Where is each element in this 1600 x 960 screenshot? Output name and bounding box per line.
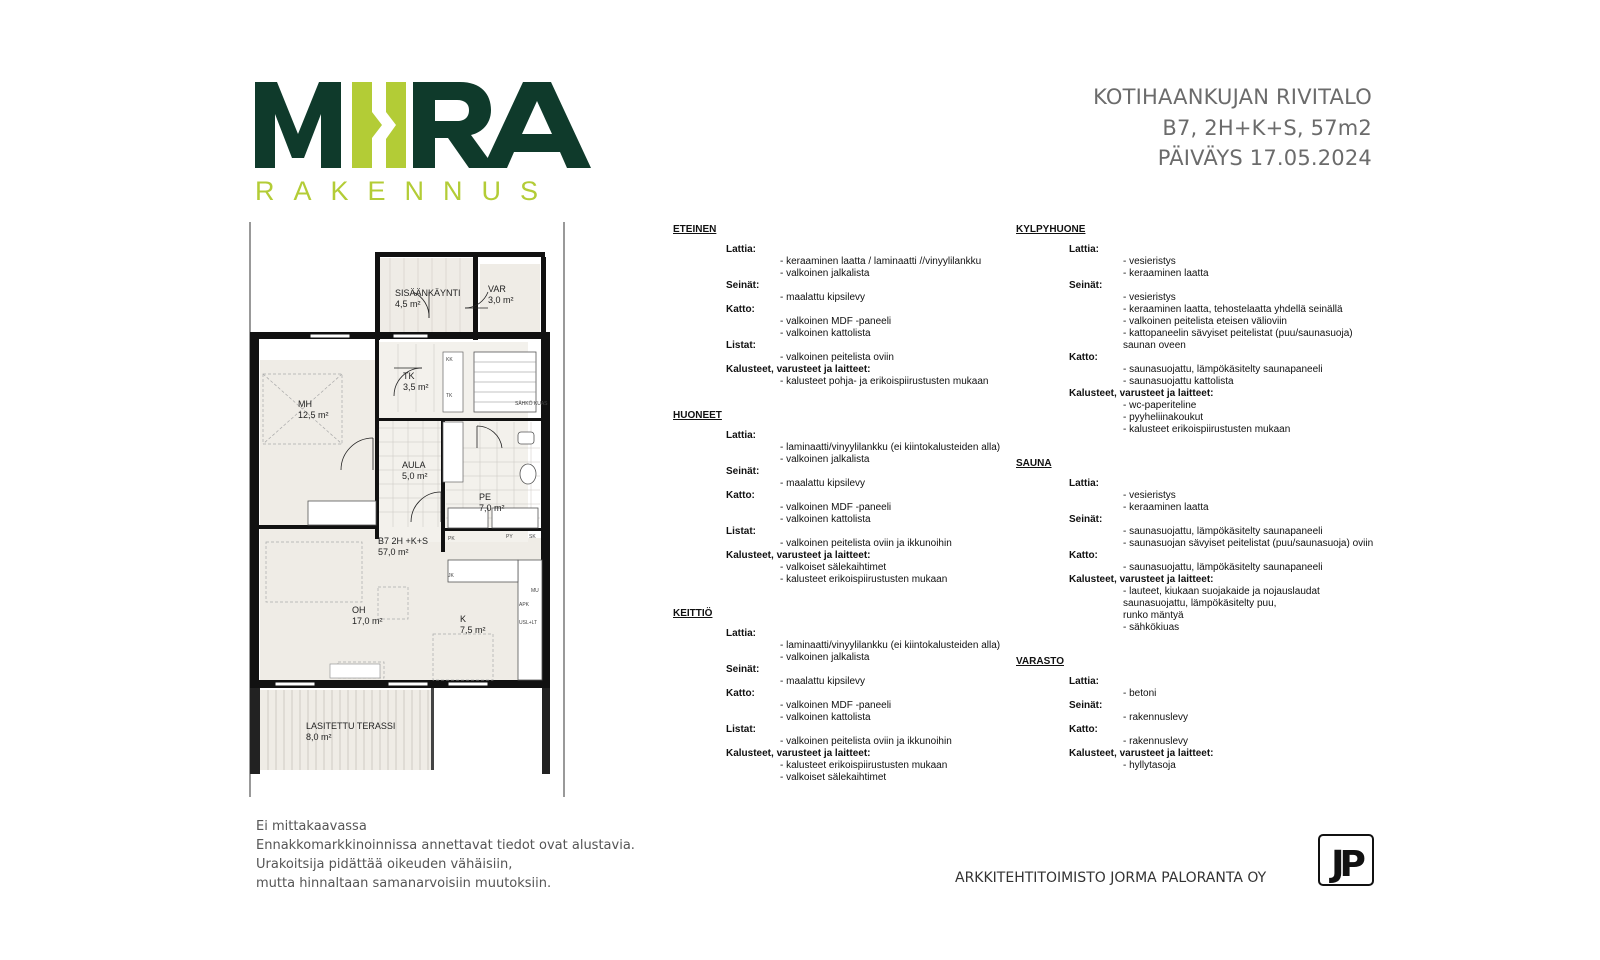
fixture-kk-label: KK	[446, 357, 453, 363]
spec-category: Katto:	[726, 688, 755, 699]
spec-item: - valkoinen MDF -paneeli	[780, 502, 892, 513]
spec-column-right	[1016, 224, 1373, 772]
room-entry-area: 4,5 m²	[395, 299, 421, 309]
spec-item: runko mäntyä	[1123, 610, 1184, 621]
spec-category: Listat:	[726, 526, 756, 537]
disclaimer-line: Ei mittakaavassa	[256, 819, 367, 834]
spec-item: - valkoinen jalkalista	[780, 268, 870, 279]
spec-item: - valkoinen MDF -paneeli	[780, 700, 892, 711]
spec-category: Seinät:	[726, 466, 760, 477]
spec-item: - saunasuojattu, lämpökäsitelty saunapaneeli	[1123, 526, 1323, 537]
spec-item: - valkoiset sälekaihtimet	[780, 562, 887, 573]
spec-item: - valkoinen MDF -paneeli	[780, 316, 892, 327]
mira-rakennus-logo	[255, 82, 600, 207]
architect-logo-text: JP	[1331, 844, 1361, 885]
fixture-tk-label: TK	[446, 393, 453, 399]
logo-subtext: RAKENNUS	[255, 176, 558, 206]
spec-item: - laminaatti/vinyylilankku (ei kiintokalusteiden alla)	[780, 640, 1001, 651]
spec-category: Lattia:	[1069, 676, 1099, 687]
fixture-electrical-label: SÄHKÖ KUAS	[515, 401, 548, 407]
section-title-sauna: SAUNA	[1016, 458, 1052, 469]
spec-item: - keraaminen laatta	[1123, 502, 1209, 513]
fixture-mu-label: MU	[531, 588, 539, 594]
logo-chevron-right	[386, 82, 406, 168]
spec-item: - saunasuojattu kattolista	[1123, 376, 1234, 387]
spec-category: Listat:	[726, 724, 756, 735]
room-washroom-area: 7,0 m²	[479, 503, 505, 513]
spec-item: - vesieristys	[1123, 256, 1176, 267]
spec-item: - rakennuslevy	[1123, 712, 1189, 723]
spec-category: Katto:	[1069, 352, 1098, 363]
fixture-sk-label: SK	[529, 534, 536, 540]
spec-item: - valkoinen kattolista	[780, 328, 871, 339]
spec-item: - keraaminen laatta	[1123, 268, 1209, 279]
spec-category: Kalusteet, varusteet ja laitteet:	[1069, 748, 1214, 759]
spec-item: - valkoinen peitelista eteisen välioviin	[1123, 316, 1287, 327]
room-kitchen-name: K	[460, 614, 467, 624]
room-entry-name: SISÄÄNKÄYNTI	[395, 288, 461, 298]
spec-item: - kalusteet erikoispiirustusten mukaan	[780, 760, 948, 771]
spec-item: - valkoinen peitelista oviin	[780, 352, 894, 363]
spec-item: - rakennuslevy	[1123, 736, 1189, 747]
spec-item: - lauteet, kiukaan suojakaide ja nojauslaudat	[1123, 586, 1320, 597]
disclaimer-line: mutta hinnaltaan samanarvoisiin muutoksiin.	[256, 876, 552, 891]
fixture-pk-label: PK	[448, 536, 455, 542]
unit-title: B7, 2H+K+S, 57m2	[1162, 116, 1372, 140]
spec-category: Kalusteet, varusteet ja laitteet:	[726, 748, 871, 759]
spec-item: - hyllytasoja	[1123, 760, 1176, 771]
logo-chevron-left	[352, 82, 382, 168]
spec-category: Listat:	[726, 340, 756, 351]
spec-item: - valkoinen peitelista oviin ja ikkunoihin	[780, 538, 952, 549]
room-bedroom-area: 12,5 m²	[298, 410, 329, 420]
fixture-apk-label: APK	[519, 602, 530, 608]
spec-item: - maalattu kipsilevy	[780, 478, 866, 489]
spec-item: - vesieristys	[1123, 490, 1176, 501]
spec-item: - valkoiset sälekaihtimet	[780, 772, 887, 783]
spec-item: - kalusteet pohja- ja erikoispiirustusten mukaan	[780, 376, 989, 387]
room-washroom-name: PE	[479, 492, 492, 502]
room-living-area: 17,0 m²	[352, 616, 383, 626]
room-storage-area: 3,0 m²	[488, 295, 514, 305]
spec-item: - maalattu kipsilevy	[780, 676, 866, 687]
fixture-usl-label: USL+LT	[519, 620, 538, 626]
spec-category: Lattia:	[726, 628, 756, 639]
room-hall-area: 5,0 m²	[402, 471, 428, 481]
spec-item: - kalusteet erikoispiirustusten mukaan	[780, 574, 948, 585]
unit-label: B7 2H +K+S	[378, 536, 429, 546]
spec-category: Kalusteet, varusteet ja laitteet:	[1069, 574, 1214, 585]
section-title-varasto: VARASTO	[1016, 656, 1064, 667]
spec-item: saunasuojattu, lämpökäsitelty puu,	[1123, 598, 1277, 609]
spec-category: Katto:	[726, 304, 755, 315]
room-kitchen-area: 7,5 m²	[460, 625, 486, 635]
spec-item: - valkoinen jalkalista	[780, 454, 870, 465]
spec-item: - laminaatti/vinyylilankku (ei kiintokalusteiden alla)	[780, 442, 1001, 453]
logo-letter-m	[255, 82, 341, 168]
spec-item: - kattopaneelin sävyiset peitelistat (puu/saunasuoja)	[1123, 328, 1353, 339]
spec-item: - wc-paperiteline	[1123, 400, 1197, 411]
disclaimer-line: Ennakkomarkkinoinnissa annettavat tiedot ovat alustavia.	[256, 838, 635, 853]
project-title: KOTIHAANKUJAN RIVITALO	[1093, 85, 1372, 109]
spec-category: Kalusteet, varusteet ja laitteet:	[1069, 388, 1214, 399]
disclaimer	[256, 817, 635, 893]
spec-category: Seinät:	[1069, 280, 1103, 291]
disclaimer-line: Urakoitsija pidättää oikeuden vähäisiin,	[256, 857, 513, 872]
spec-category: Kalusteet, varusteet ja laitteet:	[726, 364, 871, 375]
spec-category: Lattia:	[726, 430, 756, 441]
section-title-kylpyhuone: KYLPYHUONE	[1016, 224, 1086, 235]
fixture-jk-label: JK	[448, 573, 454, 579]
room-terrace-name: LASITETTU TERASSI	[306, 721, 396, 731]
section-title-eteinen: ETEINEN	[673, 224, 717, 235]
spec-category: Seinät:	[1069, 514, 1103, 525]
spec-item: saunan oveen	[1123, 340, 1186, 351]
spec-category: Katto:	[726, 490, 755, 501]
spec-category: Seinät:	[726, 664, 760, 675]
room-storage-name: VAR	[488, 284, 506, 294]
spec-item: - vesieristys	[1123, 292, 1176, 303]
spec-item: - valkoinen kattolista	[780, 514, 871, 525]
room-closet-area: 3,5 m²	[403, 382, 429, 392]
date-title: PÄIVÄYS 17.05.2024	[1157, 146, 1372, 170]
section-title-huoneet: HUONEET	[673, 410, 722, 421]
room-hall-name: AULA	[402, 460, 426, 470]
spec-item: - saunasuojan sävyiset peitelistat (puu/saunasuoja) oviin	[1123, 538, 1374, 549]
unit-area: 57,0 m²	[378, 547, 409, 557]
room-closet-name: TK	[403, 371, 415, 381]
logo-letter-a	[483, 82, 591, 168]
spec-category: Katto:	[1069, 724, 1098, 735]
logo-letter-r	[413, 82, 495, 168]
spec-item: - pyyheliinakoukut	[1123, 412, 1204, 423]
architect-name: ARKKITEHTITOIMISTO JORMA PALORANTA OY	[955, 870, 1267, 886]
spec-category: Kalusteet, varusteet ja laitteet:	[726, 550, 871, 561]
spec-item: - saunasuojattu, lämpökäsitelty saunapaneeli	[1123, 364, 1323, 375]
spec-category: Lattia:	[1069, 244, 1099, 255]
spec-category: Seinät:	[1069, 700, 1103, 711]
section-title-keittio: KEITTIÖ	[673, 608, 713, 619]
spec-category: Katto:	[1069, 550, 1098, 561]
spec-item: - kalusteet erikoispiirustusten mukaan	[1123, 424, 1291, 435]
spec-item: - valkoinen peitelista oviin ja ikkunoihin	[780, 736, 952, 747]
spec-item: - saunasuojattu, lämpökäsitelty saunapaneeli	[1123, 562, 1323, 573]
room-terrace-area: 8,0 m²	[306, 732, 332, 742]
spec-category: Lattia:	[1069, 478, 1099, 489]
spec-item: - keraaminen laatta / laminaatti //vinyylilankku	[780, 256, 982, 267]
room-living-name: OH	[352, 605, 366, 615]
spec-column-left	[673, 224, 1000, 784]
spec-category: Seinät:	[726, 280, 760, 291]
spec-item: - valkoinen jalkalista	[780, 652, 870, 663]
spec-item: - maalattu kipsilevy	[780, 292, 866, 303]
architect-logo	[1318, 834, 1374, 886]
floor-plan	[248, 222, 566, 797]
spec-item: - betoni	[1123, 688, 1157, 699]
spec-item: - valkoinen kattolista	[780, 712, 871, 723]
room-bedroom-name: MH	[298, 399, 312, 409]
fixture-py-label: PY	[506, 534, 513, 540]
spec-item: - keraaminen laatta, tehostelaatta yhdellä seinällä	[1123, 304, 1343, 315]
spec-category: Lattia:	[726, 244, 756, 255]
spec-item: - sähkökiuas	[1123, 622, 1180, 633]
